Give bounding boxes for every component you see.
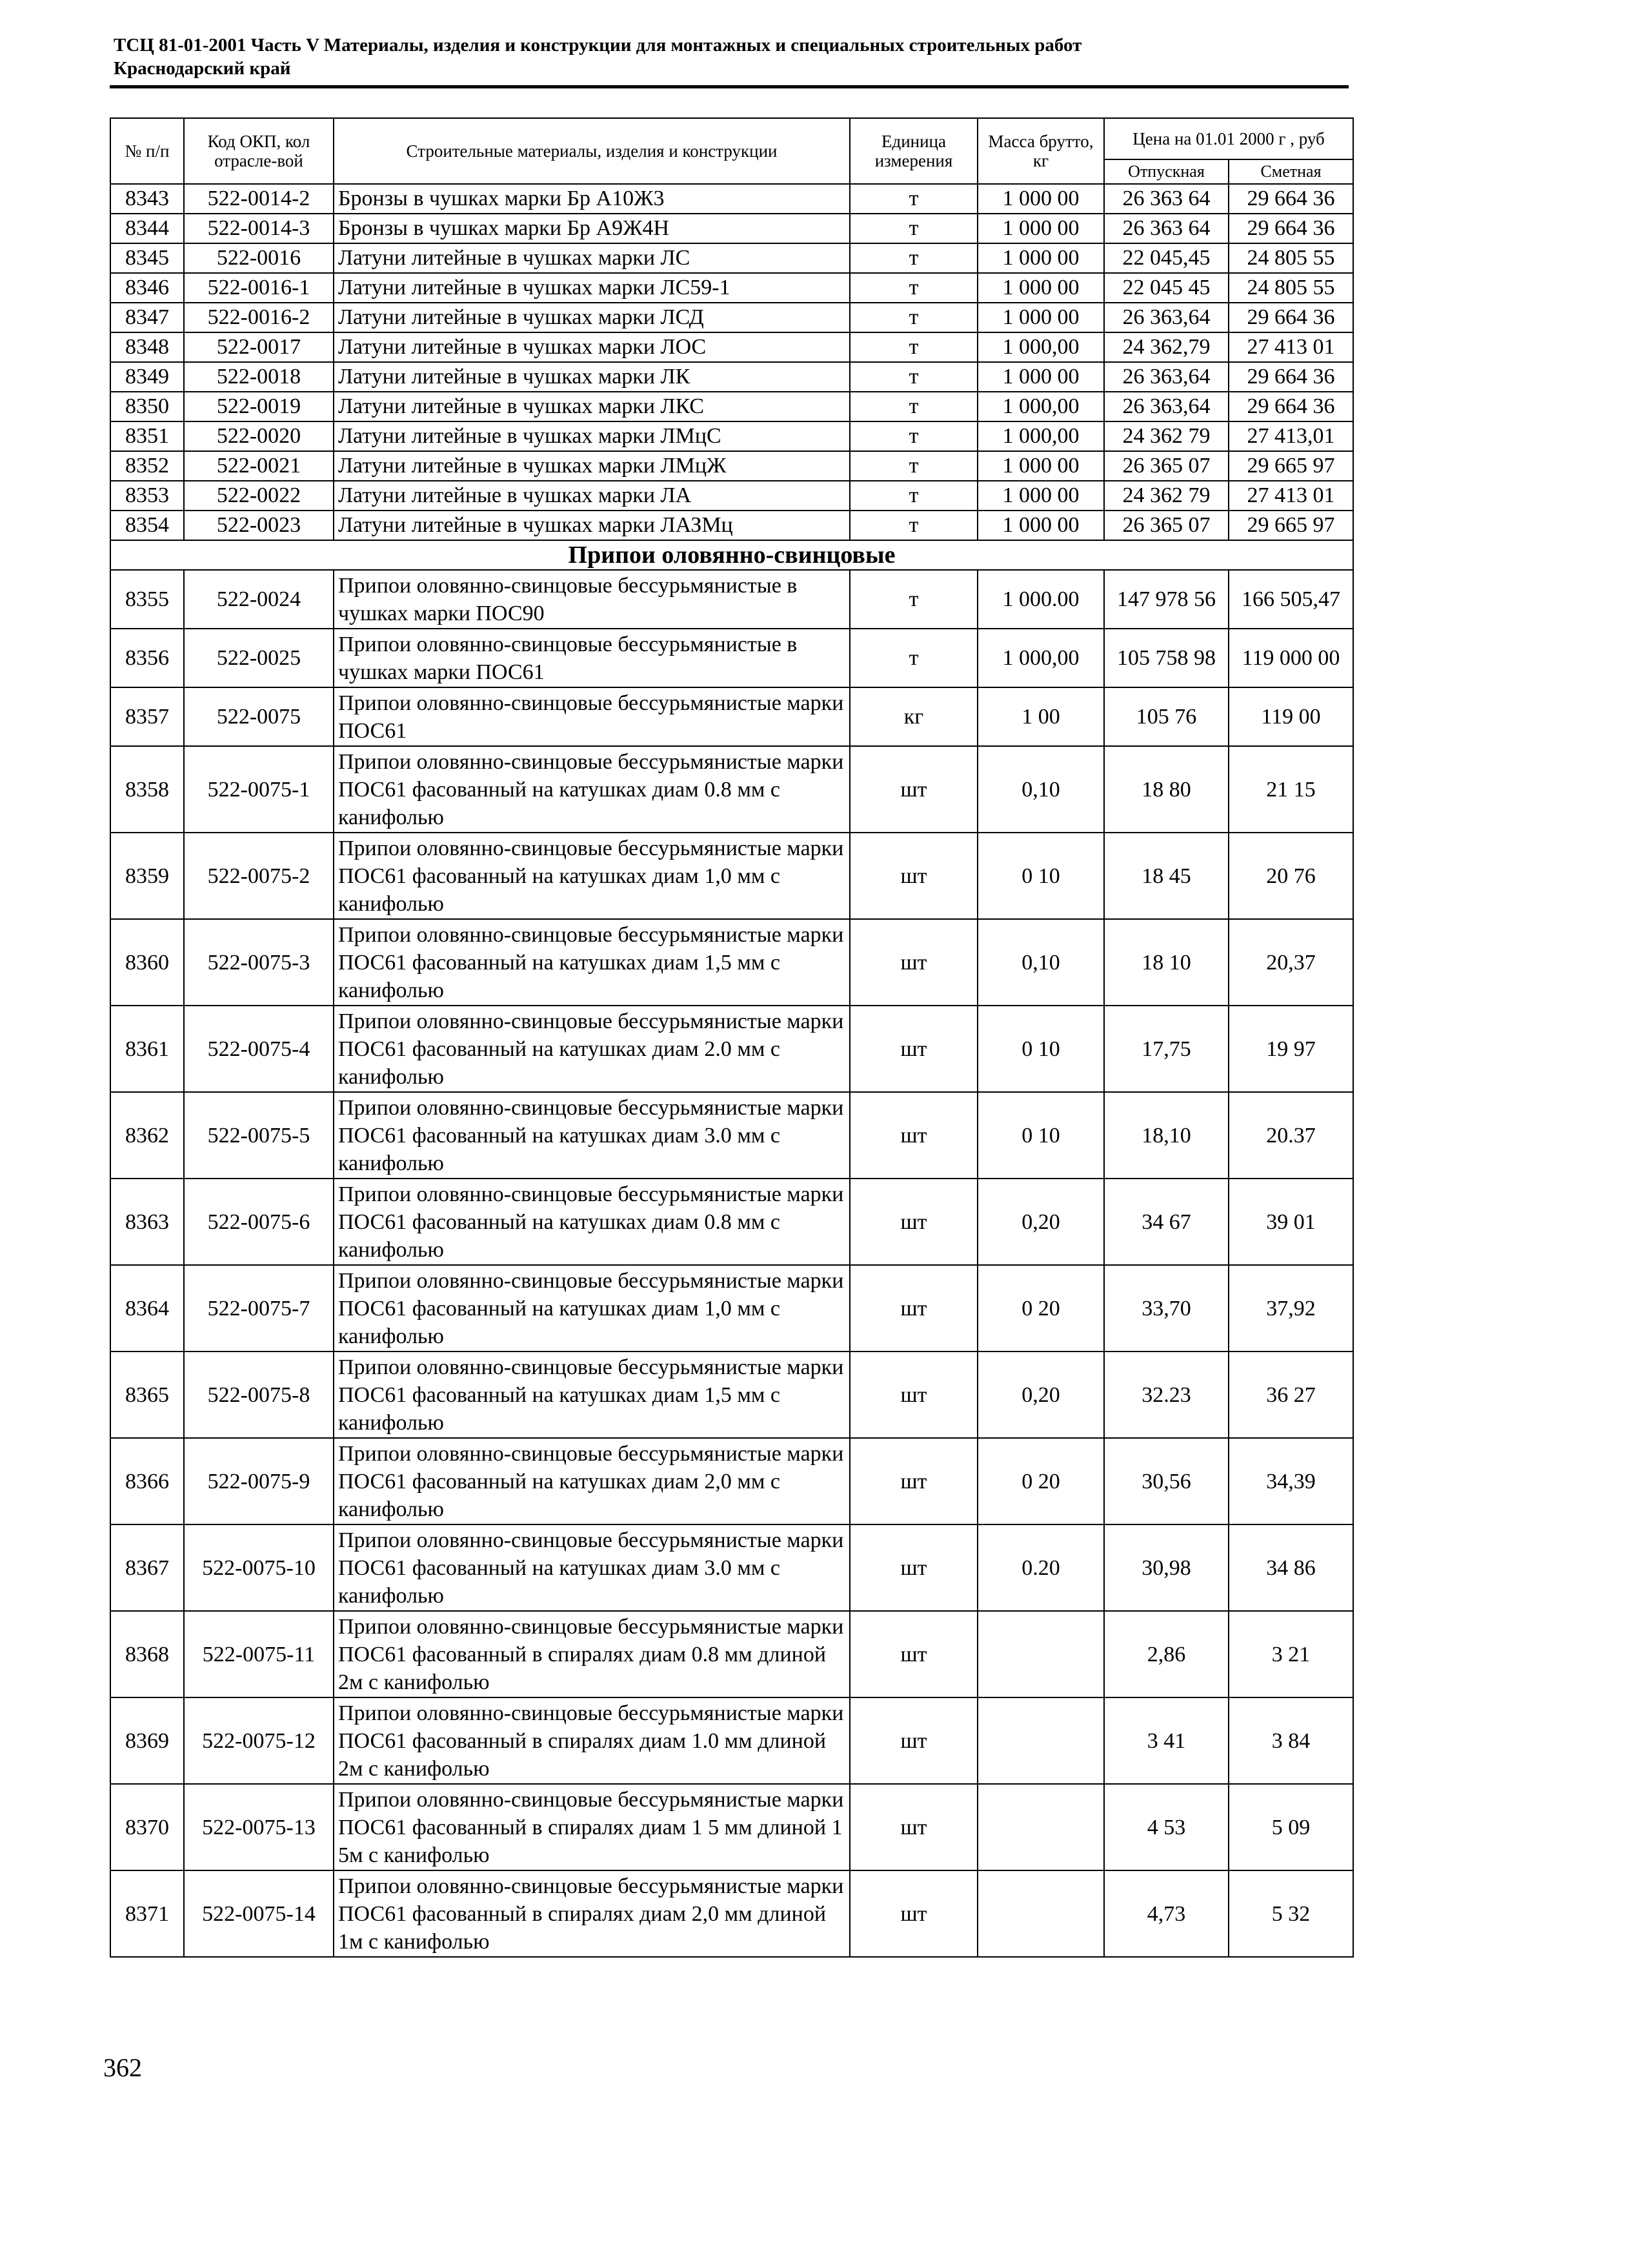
okp-code: 522-0025	[184, 629, 334, 687]
estimate-price: 34 86	[1229, 1524, 1353, 1611]
okp-code: 522-0075	[184, 687, 334, 746]
unit-cell: шт	[850, 1697, 978, 1784]
mass-cell: 0 10	[978, 1092, 1104, 1179]
mass-cell: 1 000 00	[978, 243, 1104, 273]
col-header-mass: Масса брутто, кг	[978, 118, 1104, 184]
okp-code: 522-0024	[184, 570, 334, 629]
release-price: 18 45	[1104, 833, 1229, 919]
material-name: Припои оловянно-свинцовые бессурьмянистые в чушках марки ПОС61	[334, 629, 850, 687]
release-price: 22 045 45	[1104, 273, 1229, 303]
material-name: Припои оловянно-свинцовые бессурьмянистые марки ПОС61 фасованный на катушках диам 2.0 мм с канифолью	[334, 1006, 850, 1092]
unit-cell: т	[850, 303, 978, 332]
table-row	[110, 184, 1353, 214]
unit-cell: т	[850, 332, 978, 362]
estimate-price: 3 21	[1229, 1611, 1353, 1697]
row-number: 8352	[110, 451, 184, 481]
release-price: 105 758 98	[1104, 629, 1229, 687]
okp-code: 522-0014-2	[184, 184, 334, 214]
unit-cell: т	[850, 570, 978, 629]
release-price: 26 365 07	[1104, 451, 1229, 481]
table-row	[110, 1265, 1353, 1352]
estimate-price: 24 805 55	[1229, 243, 1353, 273]
row-number: 8347	[110, 303, 184, 332]
okp-code: 522-0075-4	[184, 1006, 334, 1092]
material-name: Латуни литейные в чушках марки ЛОС	[334, 332, 850, 362]
col-header-name: Строительные материалы, изделия и конструкции	[334, 118, 850, 184]
row-number: 8369	[110, 1697, 184, 1784]
row-number: 8370	[110, 1784, 184, 1870]
mass-cell: 1 000 00	[978, 451, 1104, 481]
mass-cell: 0 20	[978, 1265, 1104, 1352]
okp-code: 522-0075-2	[184, 833, 334, 919]
mass-cell: 0.20	[978, 1524, 1104, 1611]
release-price: 26 363,64	[1104, 303, 1229, 332]
row-number: 8345	[110, 243, 184, 273]
unit-cell: т	[850, 481, 978, 511]
row-number: 8357	[110, 687, 184, 746]
release-price: 24 362,79	[1104, 332, 1229, 362]
release-price: 18 80	[1104, 746, 1229, 833]
row-number: 8351	[110, 421, 184, 451]
col-header-price: Цена на 01.01 2000 г , руб	[1104, 118, 1353, 159]
release-price: 22 045,45	[1104, 243, 1229, 273]
mass-cell	[978, 1611, 1104, 1697]
estimate-price: 20.37	[1229, 1092, 1353, 1179]
unit-cell: т	[850, 243, 978, 273]
table-row	[110, 570, 1353, 629]
table-row	[110, 1697, 1353, 1784]
okp-code: 522-0014-3	[184, 214, 334, 243]
material-name: Припои оловянно-свинцовые бессурьмянистые марки ПОС61 фасованный в спиралях диам 1.0 мм длиной 2м с канифолью	[334, 1697, 850, 1784]
page-header	[114, 34, 1353, 80]
unit-cell: т	[850, 392, 978, 421]
unit-cell: шт	[850, 1524, 978, 1611]
okp-code: 522-0075-7	[184, 1265, 334, 1352]
estimate-price: 27 413,01	[1229, 421, 1353, 451]
row-number: 8362	[110, 1092, 184, 1179]
unit-cell: шт	[850, 1092, 978, 1179]
row-number: 8355	[110, 570, 184, 629]
release-price: 3 41	[1104, 1697, 1229, 1784]
material-name: Припои оловянно-свинцовые бессурьмянистые марки ПОС61 фасованный на катушках диам 0.8 мм с канифолью	[334, 1179, 850, 1265]
estimate-price: 20 76	[1229, 833, 1353, 919]
estimate-price: 39 01	[1229, 1179, 1353, 1265]
material-name: Латуни литейные в чушках марки ЛКС	[334, 392, 850, 421]
material-name: Латуни литейные в чушках марки ЛА	[334, 481, 850, 511]
unit-cell: шт	[850, 746, 978, 833]
table-row	[110, 687, 1353, 746]
estimate-price: 20,37	[1229, 919, 1353, 1006]
release-price: 147 978 56	[1104, 570, 1229, 629]
material-name: Латуни литейные в чушках марки ЛСД	[334, 303, 850, 332]
row-number: 8360	[110, 919, 184, 1006]
okp-code: 522-0021	[184, 451, 334, 481]
unit-cell: шт	[850, 1006, 978, 1092]
mass-cell: 0,20	[978, 1179, 1104, 1265]
mass-cell: 1 000,00	[978, 392, 1104, 421]
page-number: 362	[103, 2053, 142, 2082]
material-name: Припои оловянно-свинцовые бессурьмянистые марки ПОС61 фасованный на катушках диам 0.8 мм с канифолью	[334, 746, 850, 833]
release-price: 4 53	[1104, 1784, 1229, 1870]
row-number: 8361	[110, 1006, 184, 1092]
row-number: 8346	[110, 273, 184, 303]
estimate-price: 29 665 97	[1229, 511, 1353, 540]
table-row	[110, 1438, 1353, 1524]
okp-code: 522-0075-14	[184, 1870, 334, 1957]
unit-cell: шт	[850, 1352, 978, 1438]
material-name: Припои оловянно-свинцовые бессурьмянистые марки ПОС61 фасованный на катушках диам 3.0 мм с канифолью	[334, 1524, 850, 1611]
row-number: 8358	[110, 746, 184, 833]
col-header-estimate: Сметная	[1229, 159, 1353, 184]
release-price: 17,75	[1104, 1006, 1229, 1092]
estimate-price: 27 413 01	[1229, 332, 1353, 362]
release-price: 30,56	[1104, 1438, 1229, 1524]
estimate-price: 19 97	[1229, 1006, 1353, 1092]
table-row	[110, 303, 1353, 332]
material-name: Припои оловянно-свинцовые бессурьмянистые марки ПОС61 фасованный на катушках диам 1,5 мм с канифолью	[334, 1352, 850, 1438]
okp-code: 522-0016	[184, 243, 334, 273]
table-row	[110, 392, 1353, 421]
header-row	[110, 118, 1353, 159]
okp-code: 522-0075-1	[184, 746, 334, 833]
release-price: 4,73	[1104, 1870, 1229, 1957]
mass-cell	[978, 1784, 1104, 1870]
okp-code: 522-0075-12	[184, 1697, 334, 1784]
row-number: 8350	[110, 392, 184, 421]
mass-cell: 0 10	[978, 1006, 1104, 1092]
table-row	[110, 1352, 1353, 1438]
table-row	[110, 919, 1353, 1006]
okp-code: 522-0020	[184, 421, 334, 451]
rows-metals	[110, 184, 1353, 540]
table-row	[110, 214, 1353, 243]
okp-code: 522-0022	[184, 481, 334, 511]
unit-cell: шт	[850, 1438, 978, 1524]
section-title: Припои оловянно-свинцовые	[110, 540, 1353, 570]
material-name: Припои оловянно-свинцовые бессурьмянистые марки ПОС61 фасованный на катушках диам 1,0 мм с канифолью	[334, 1265, 850, 1352]
unit-cell: шт	[850, 1611, 978, 1697]
mass-cell: 1 000 00	[978, 362, 1104, 392]
okp-code: 522-0019	[184, 392, 334, 421]
release-price: 24 362 79	[1104, 481, 1229, 511]
estimate-price: 29 664 36	[1229, 184, 1353, 214]
material-name: Припои оловянно-свинцовые бессурьмянистые марки ПОС61 фасованный на катушках диам 1,5 мм с канифолью	[334, 919, 850, 1006]
estimate-price: 29 664 36	[1229, 392, 1353, 421]
unit-cell: т	[850, 214, 978, 243]
okp-code: 522-0075-8	[184, 1352, 334, 1438]
release-price: 26 363 64	[1104, 184, 1229, 214]
table-row	[110, 1092, 1353, 1179]
material-name: Бронзы в чушках марки Бр А10Ж3	[334, 184, 850, 214]
unit-cell: кг	[850, 687, 978, 746]
material-name: Латуни литейные в чушках марки ЛС59-1	[334, 273, 850, 303]
material-name: Латуни литейные в чушках марки ЛС	[334, 243, 850, 273]
document-title: ТСЦ 81-01-2001 Часть V Материалы, изделия и конструкции для монтажных и специальных строительных работ	[114, 35, 1082, 56]
material-name: Припои оловянно-свинцовые бессурьмянистые марки ПОС61 фасованный на катушках диам 2,0 мм с канифолью	[334, 1438, 850, 1524]
row-number: 8363	[110, 1179, 184, 1265]
material-name: Припои оловянно-свинцовые бессурьмянистые в чушках марки ПОС90	[334, 570, 850, 629]
okp-code: 522-0016-1	[184, 273, 334, 303]
estimate-price: 21 15	[1229, 746, 1353, 833]
material-name: Бронзы в чушках марки Бр А9Ж4Н	[334, 214, 850, 243]
unit-cell: шт	[850, 919, 978, 1006]
estimate-price: 34,39	[1229, 1438, 1353, 1524]
mass-cell	[978, 1870, 1104, 1957]
material-name: Припои оловянно-свинцовые бессурьмянистые марки ПОС61 фасованный в спиралях диам 0.8 мм длиной 2м с канифолью	[334, 1611, 850, 1697]
material-name: Латуни литейные в чушках марки ЛМцС	[334, 421, 850, 451]
mass-cell	[978, 1697, 1104, 1784]
estimate-price: 29 664 36	[1229, 214, 1353, 243]
row-number: 8354	[110, 511, 184, 540]
okp-code: 522-0017	[184, 332, 334, 362]
rows-solder	[110, 570, 1353, 1957]
estimate-price: 36 27	[1229, 1352, 1353, 1438]
material-name: Припои оловянно-свинцовые бессурьмянистые марки ПОС61 фасованный на катушках диам 3.0 мм с канифолью	[334, 1092, 850, 1179]
estimate-price: 29 665 97	[1229, 451, 1353, 481]
table-row	[110, 1524, 1353, 1611]
table-row	[110, 1179, 1353, 1265]
col-header-unit: Единица измерения	[850, 118, 978, 184]
unit-cell: т	[850, 273, 978, 303]
estimate-price: 5 09	[1229, 1784, 1353, 1870]
mass-cell: 0 20	[978, 1438, 1104, 1524]
estimate-price: 3 84	[1229, 1697, 1353, 1784]
mass-cell: 1 000.00	[978, 570, 1104, 629]
unit-cell: т	[850, 184, 978, 214]
mass-cell: 1 000 00	[978, 303, 1104, 332]
unit-cell: шт	[850, 1784, 978, 1870]
table-row	[110, 1784, 1353, 1870]
row-number: 8356	[110, 629, 184, 687]
col-header-code: Код ОКП, кол отрасле-вой	[184, 118, 334, 184]
unit-cell: шт	[850, 833, 978, 919]
row-number: 8365	[110, 1352, 184, 1438]
table-row	[110, 243, 1353, 273]
table-row	[110, 1870, 1353, 1957]
material-name: Припои оловянно-свинцовые бессурьмянистые марки ПОС61 фасованный в спиралях диам 1 5 мм длиной 1 5м с канифолью	[334, 1784, 850, 1870]
okp-code: 522-0075-11	[184, 1611, 334, 1697]
mass-cell: 0,10	[978, 746, 1104, 833]
row-number: 8343	[110, 184, 184, 214]
okp-code: 522-0075-6	[184, 1179, 334, 1265]
mass-cell: 1 000,00	[978, 332, 1104, 362]
okp-code: 522-0075-9	[184, 1438, 334, 1524]
mass-cell: 1 000 00	[978, 511, 1104, 540]
material-name: Латуни литейные в чушках марки ЛМцЖ	[334, 451, 850, 481]
table-row	[110, 332, 1353, 362]
row-number: 8348	[110, 332, 184, 362]
release-price: 26 363 64	[1104, 214, 1229, 243]
material-name: Припои оловянно-свинцовые бессурьмянистые марки ПОС61 фасованный на катушках диам 1,0 мм с канифолью	[334, 833, 850, 919]
unit-cell: шт	[850, 1179, 978, 1265]
okp-code: 522-0075-3	[184, 919, 334, 1006]
release-price: 33,70	[1104, 1265, 1229, 1352]
estimate-price: 37,92	[1229, 1265, 1353, 1352]
mass-cell: 1 000 00	[978, 273, 1104, 303]
release-price: 26 363,64	[1104, 362, 1229, 392]
mass-cell: 1 000 00	[978, 481, 1104, 511]
table-row	[110, 1006, 1353, 1092]
unit-cell: т	[850, 421, 978, 451]
row-number: 8368	[110, 1611, 184, 1697]
okp-code: 522-0023	[184, 511, 334, 540]
table-row	[110, 629, 1353, 687]
release-price: 32.23	[1104, 1352, 1229, 1438]
header-rule	[110, 85, 1349, 88]
okp-code: 522-0075-5	[184, 1092, 334, 1179]
material-name: Припои оловянно-свинцовые бессурьмянистые марки ПОС61	[334, 687, 850, 746]
okp-code: 522-0075-13	[184, 1784, 334, 1870]
okp-code: 522-0075-10	[184, 1524, 334, 1611]
row-number: 8364	[110, 1265, 184, 1352]
estimate-price: 29 664 36	[1229, 362, 1353, 392]
estimate-price: 24 805 55	[1229, 273, 1353, 303]
mass-cell: 1 00	[978, 687, 1104, 746]
unit-cell: т	[850, 511, 978, 540]
release-price: 2,86	[1104, 1611, 1229, 1697]
mass-cell: 0,10	[978, 919, 1104, 1006]
row-number: 8366	[110, 1438, 184, 1524]
unit-cell: т	[850, 362, 978, 392]
estimate-price: 119 000 00	[1229, 629, 1353, 687]
col-header-release: Отпускная	[1104, 159, 1229, 184]
table-row	[110, 746, 1353, 833]
material-name: Латуни литейные в чушках марки ЛАЗМц	[334, 511, 850, 540]
unit-cell: т	[850, 451, 978, 481]
release-price: 26 365 07	[1104, 511, 1229, 540]
table-row	[110, 421, 1353, 451]
price-table	[110, 117, 1354, 1958]
table-row	[110, 481, 1353, 511]
okp-code: 522-0018	[184, 362, 334, 392]
unit-cell: шт	[850, 1870, 978, 1957]
row-number: 8344	[110, 214, 184, 243]
table-row	[110, 511, 1353, 540]
release-price: 26 363,64	[1104, 392, 1229, 421]
mass-cell: 0 10	[978, 833, 1104, 919]
unit-cell: т	[850, 629, 978, 687]
row-number: 8367	[110, 1524, 184, 1611]
material-name: Припои оловянно-свинцовые бессурьмянистые марки ПОС61 фасованный в спиралях диам 2,0 мм длиной 1м с канифолью	[334, 1870, 850, 1957]
row-number: 8349	[110, 362, 184, 392]
estimate-price: 29 664 36	[1229, 303, 1353, 332]
okp-code: 522-0016-2	[184, 303, 334, 332]
release-price: 18,10	[1104, 1092, 1229, 1179]
estimate-price: 5 32	[1229, 1870, 1353, 1957]
section-row	[110, 540, 1353, 570]
release-price: 24 362 79	[1104, 421, 1229, 451]
table-row	[110, 362, 1353, 392]
row-number: 8353	[110, 481, 184, 511]
material-name: Латуни литейные в чушках марки ЛК	[334, 362, 850, 392]
release-price: 105 76	[1104, 687, 1229, 746]
release-price: 34 67	[1104, 1179, 1229, 1265]
region-subtitle: Краснодарский край	[114, 58, 291, 79]
mass-cell: 1 000 00	[978, 214, 1104, 243]
table-row	[110, 273, 1353, 303]
table-row	[110, 451, 1353, 481]
estimate-price: 166 505,47	[1229, 570, 1353, 629]
estimate-price: 27 413 01	[1229, 481, 1353, 511]
release-price: 18 10	[1104, 919, 1229, 1006]
section-block	[110, 540, 1353, 570]
col-header-num: № п/п	[110, 118, 184, 184]
mass-cell: 1 000 00	[978, 184, 1104, 214]
row-number: 8359	[110, 833, 184, 919]
estimate-price: 119 00	[1229, 687, 1353, 746]
mass-cell: 1 000,00	[978, 629, 1104, 687]
release-price: 30,98	[1104, 1524, 1229, 1611]
mass-cell: 1 000,00	[978, 421, 1104, 451]
unit-cell: шт	[850, 1265, 978, 1352]
mass-cell: 0,20	[978, 1352, 1104, 1438]
table-row	[110, 1611, 1353, 1697]
row-number: 8371	[110, 1870, 184, 1957]
table-row	[110, 833, 1353, 919]
